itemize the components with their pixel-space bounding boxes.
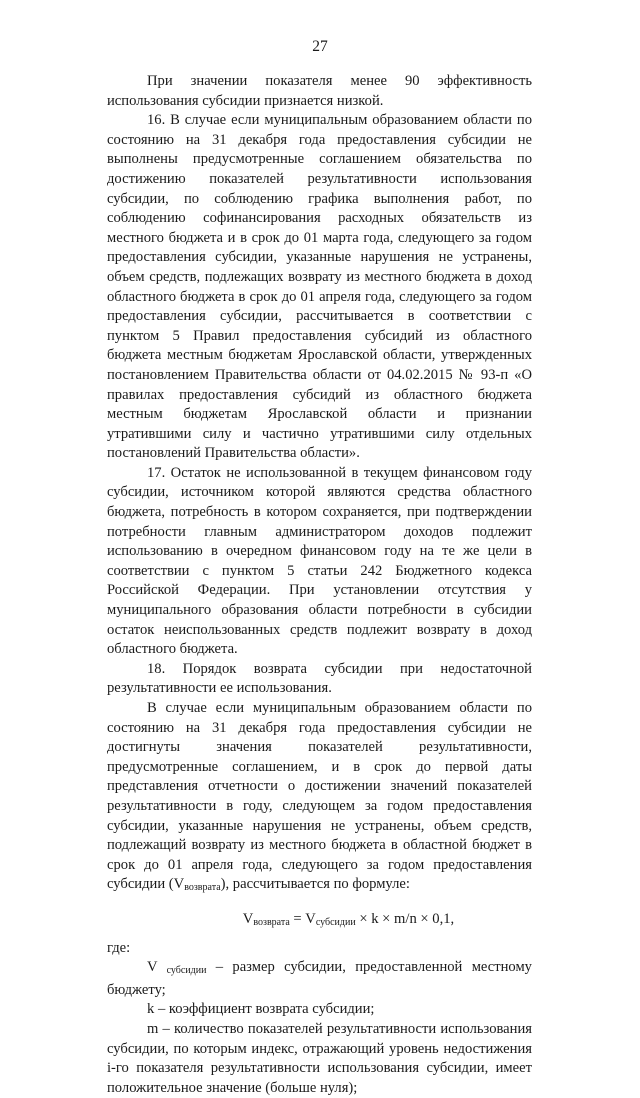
document-body xyxy=(107,72,532,1098)
definition-v-tail: – размер субсидии, предоставленной местному бюджету; xyxy=(107,959,532,998)
definition-v-sub: субсидии xyxy=(166,965,207,977)
formula-lhs: V xyxy=(242,910,254,927)
formula-rhs-sub: субсидии xyxy=(315,916,356,928)
paragraph-return-calculation xyxy=(107,699,532,898)
formula xyxy=(107,910,532,933)
definition-k: k – коэффициент возврата субсидии; xyxy=(147,1001,375,1018)
where-label: где: xyxy=(107,939,131,956)
formula-lhs-sub: возврата xyxy=(253,916,290,928)
formula-rhs-tail: × k × m/n × 0,1, xyxy=(355,910,455,927)
paragraph-return-main: В случае если муниципальным образованием области по состоянию на 31 декабря года предоставления субсидии не достигнуты значения показателей результативности, предусмотренные соглашением, и в срок до первой даты представления отчетности о достижении значений показателей результативности в году, следующем за годом предоставления субсидии, указанные нарушения не устранены, объем средств, подлежащий возврату из местного бюджета в областной бюджет в срок до 01 апреля года, следующего за годом предоставления субсидии (V xyxy=(107,700,532,893)
paragraph-18: 18. Порядок возврата субсидии при недостаточной результативности ее использования. xyxy=(107,660,532,697)
paragraph-17: 17. Остаток не использованной в текущем финансовом году субсидии, источником которой являются средства областного бюджета, потребность в котором сохраняется, при подтверждении потребности главным администратором доходов подлежит использованию в очередном финансовом году на те же цели в соответствии с пунктом 5 статьи 242 Бюджетного кодекса Российской Федерации. При установлении отсутствия у муниципального образования области потребности в субсидии остаток неиспользованных средств подлежит возврату в доход областного бюджета. xyxy=(107,464,532,658)
paragraph-return-tail: ), рассчитывается по формуле: xyxy=(220,876,410,893)
definition-v-subsidy xyxy=(107,958,532,1000)
paragraph-efficiency-low: При значении показателя менее 90 эффективность использования субсидии признается низкой. xyxy=(107,73,532,109)
definition-v: V xyxy=(147,959,158,976)
formula-eq: = V xyxy=(289,910,316,927)
page-number: 27 xyxy=(312,38,328,55)
definition-m: m – количество показателей результативности использования субсидии, по которым индекс, отражающий уровень недостижения i-го показателя результативности использования субсидии, имеет положительное значение (больше нуля); xyxy=(107,1020,532,1096)
subscript-return: возврата xyxy=(184,882,221,894)
paragraph-16: 16. В случае если муниципальным образованием области по состоянию на 31 декабря года предоставления субсидии не выполнены предусмотренные соглашением обязательства по достижению показателей результативности использования субсидии, по соблюдению графика выполнения работ, по соблюдению софинансирования расходных обязательств из местного бюджета и в срок до 01 марта года, следующего за годом предоставления субсидии, указанные нарушения не устранены, объем средств, подлежащих возврату из местного бюджета в доход областного бюджета в срок до 01 апреля года, следующего за годом предоставления субсидии, рассчитывается в соответствии с пунктом 5 Правил предоставления субсидий из областного бюджета местным бюджетам Ярославской области, утвержденных постановлением Правительства области от 04.02.2015 № 93-п «О правилах предоставления субсидий из областного бюджета местным бюджетам Ярославской области и признании утратившими силу и частично утратившими силу отдельных постановлений Правительства области». xyxy=(107,112,532,462)
